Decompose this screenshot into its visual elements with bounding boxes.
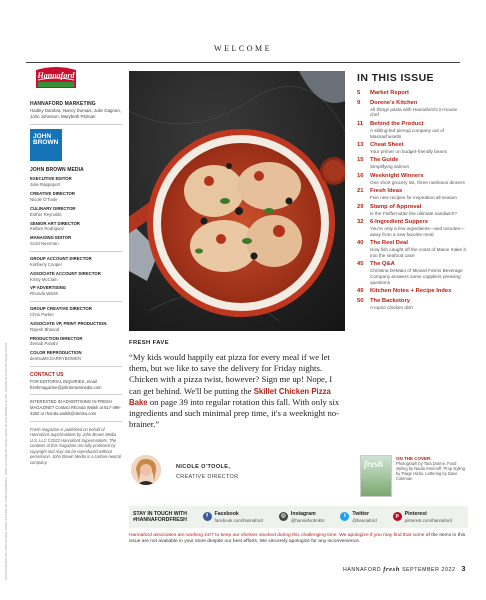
marketing-names: Hadley Dambra, Nancy Dumais, Julie Gagnon, John Johnston, Marybeth Pittman <box>30 107 122 119</box>
social-twitter[interactable]: t Twitter @hannaford <box>340 511 376 522</box>
role-item: GROUP ACCOUNT DIRECTOR Kimberly Cooper <box>30 255 92 267</box>
stay-in-touch: STAY IN TOUCH WITH #HANNAFORDFRESH <box>133 511 203 524</box>
fine-print: Fresh magazine is published on behalf of Hannaford Supermarkets by John Brown Media U.S. LLC ©2022 Hannaford Supermarkets. The contents of this magazine are fully protected by copyright and may not be reproduced without permission. John Brown Media is a carbon-neutral company. <box>30 426 122 465</box>
role-item: EXECUTIVE EDITOR Julie Rappaport <box>30 176 72 188</box>
avatar <box>131 455 161 485</box>
signer-title: CREATIVE DIRECTOR <box>176 474 239 480</box>
contact-title: CONTACT US <box>30 372 64 379</box>
toc-item[interactable]: 15 The Guide Simplifying salmon <box>357 157 410 170</box>
role-item: CULINARY DIRECTOR Esther Reynolds <box>30 205 76 217</box>
skillet-chicken-illustration <box>129 71 345 331</box>
divider <box>30 124 122 125</box>
role-item: MANAGING EDITOR Scott Neerman <box>30 235 72 247</box>
fresh-fave-label: FRESH FAVE <box>129 340 169 346</box>
jb-title: JOHN BROWN MEDIA <box>30 166 84 173</box>
toc-item[interactable]: 11 Behind the Product A sibling-led pierogi company out of Massachusetts <box>357 120 445 139</box>
role-list-accounts <box>30 256 122 297</box>
pinterest-icon: p <box>393 512 402 521</box>
contact-editorial[interactable]: FOR EDITORIAL INQUIRIES, email freshmagazine@johnbrownmedia.com <box>30 379 102 390</box>
role-item: COLOR REPRODUCTION dentsuMCGARRYBOWEN <box>30 350 82 362</box>
twitter-icon: t <box>340 512 349 521</box>
signer-name: NICOLE O'TOOLE, <box>176 464 231 470</box>
hero-food-photo <box>129 71 345 331</box>
divider <box>30 366 122 367</box>
divider <box>30 421 122 422</box>
role-item: ASSOCIATE VP, PRINT PRODUCTION Rajesh Bhasod <box>30 320 107 332</box>
role-item: PRODUCTION DIRECTOR Zeinab Panahi <box>30 335 83 347</box>
toc-item[interactable]: 50 The Backstory A top10 chicken dish <box>357 297 413 310</box>
hannaford-logo <box>30 66 82 92</box>
role-list-production <box>30 306 122 362</box>
toc-item[interactable]: 29 Stamp of Approval Is the Fluffernutter the ultimate sandwich? <box>357 203 457 216</box>
toc-item[interactable]: 5 Market Report <box>357 90 409 96</box>
toc-item[interactable]: 21 Fresh Ideas Five new recipes for inspiration all season <box>357 188 458 201</box>
toc-item[interactable]: 9 Dorene's Kitchen All things pasta with Hannaford's in-house chef <box>357 99 458 118</box>
toc-item[interactable]: 13 Cheat Sheet Your primer on budget-friendly beans <box>357 141 447 154</box>
social-instagram[interactable]: ◎ Instagram @hannafordmkts <box>279 511 325 522</box>
section-heading: WELCOME <box>214 44 272 53</box>
logo-text: Hannaford <box>37 71 75 80</box>
role-item: SENIOR ART DIRECTOR Kellam Rodriguez <box>30 220 80 232</box>
photo-credit-vertical: PHOTOGRAPHY BY TARA DONNE; FOOD STYLING BY NADIA SMIRNOFF; PROP STYLING BY PAIGE HICKS; BLACK MARBLE PLATE; DOORS STYLING BY PAIGE HICKS <box>4 342 8 580</box>
facebook-icon: f <box>203 512 212 521</box>
marketing-title: HANNAFORD MARKETING <box>30 100 96 107</box>
toc-title: IN THIS ISSUE <box>357 72 434 84</box>
role-item: VP ADVERTISING Rhonda Walsh <box>30 285 67 297</box>
masthead <box>30 66 122 465</box>
toc-item[interactable]: 32 6-Ingredient Suppers You're only a few ingredients—and minutes—away from a new favorite meal <box>357 218 465 237</box>
page-footer: HANNAFORD fresh SEPTEMBER 2022 3 <box>342 566 466 573</box>
role-item: GROUP CREATIVE DIRECTOR Chris Parker <box>30 306 92 317</box>
toc-item[interactable]: 40 The Reel Deal How fish caught off the coast of Maine make it into the seafood case <box>357 240 466 258</box>
hashtag: #HANNAFORDFRESH <box>133 517 187 523</box>
divider <box>30 301 122 302</box>
recipe-highlight: Skillet Chicken Pizza Bake <box>129 386 331 407</box>
divider <box>26 62 460 63</box>
divider <box>30 251 122 252</box>
editor-quote: “My kids would happily eat pizza for every meal if we let them, but we like to save the delivery for Friday nights. Chicken with a pizza twist, however? Sign me up! Nope, I can get behind. We'll be putting the Skillet Chicken Pizza Bake on page 39 into regular rotation this fall. With only six ingredients and such minimal prep time, it's a weeknight no-brainer.” <box>129 352 340 430</box>
toc-item[interactable]: 49 Kitchen Notes + Recipe Index <box>357 288 452 295</box>
role-item: CREATIVE DIRECTOR Nicole O'Toole <box>30 191 75 202</box>
john-brown-logo: JOHN BROWN <box>30 129 62 161</box>
social-pinterest[interactable]: p Pinterest pinterest.com/hannaford <box>393 511 452 522</box>
cover-title: fresh <box>364 459 384 469</box>
page-number: 3 <box>461 566 466 573</box>
fresh-wordmark: fresh <box>383 566 401 573</box>
divider <box>30 394 122 395</box>
cover-thumbnail[interactable] <box>360 455 392 497</box>
role-item: ASSOCIATE ACCOUNT DIRECTOR Kristy McClain <box>30 270 101 282</box>
cover-caption: ON THE COVER: Photograph by Tara Donne. Food styling by Nadia Smirnoff. Prop styling by Paige Hicks. Lettering by Dave Coleman <box>396 456 465 482</box>
instagram-icon: ◎ <box>279 512 288 521</box>
toc-item[interactable]: 16 Weeknight Winners One short grocery list, three nutritious dinners <box>357 172 465 185</box>
availability-disclaimer: Hannaford associates are working 24/7 to keep our shelves stocked during this challenging time. We apologize if you may find that some of the items in this issue are not available in your store despite our best efforts. We sincerely apologize for any inconvenience. <box>129 533 466 544</box>
social-bar <box>129 506 468 528</box>
table-of-contents <box>357 72 467 313</box>
toc-item[interactable]: 45 The Q&A Christina DeMaio of Minard Farms Beverage Company answers some cappliers pressing questions <box>357 261 463 285</box>
advertising-contact[interactable]: INTERESTED IN ADVERTISING IN FRESH MAGAZINE? Contact Rhonda Walsh at 617-499-4260 or rhonda.walsh@dentsu.com <box>30 399 121 416</box>
role-list <box>30 176 122 247</box>
social-facebook[interactable]: f Facebook facebook.com/hannaford <box>203 511 263 522</box>
